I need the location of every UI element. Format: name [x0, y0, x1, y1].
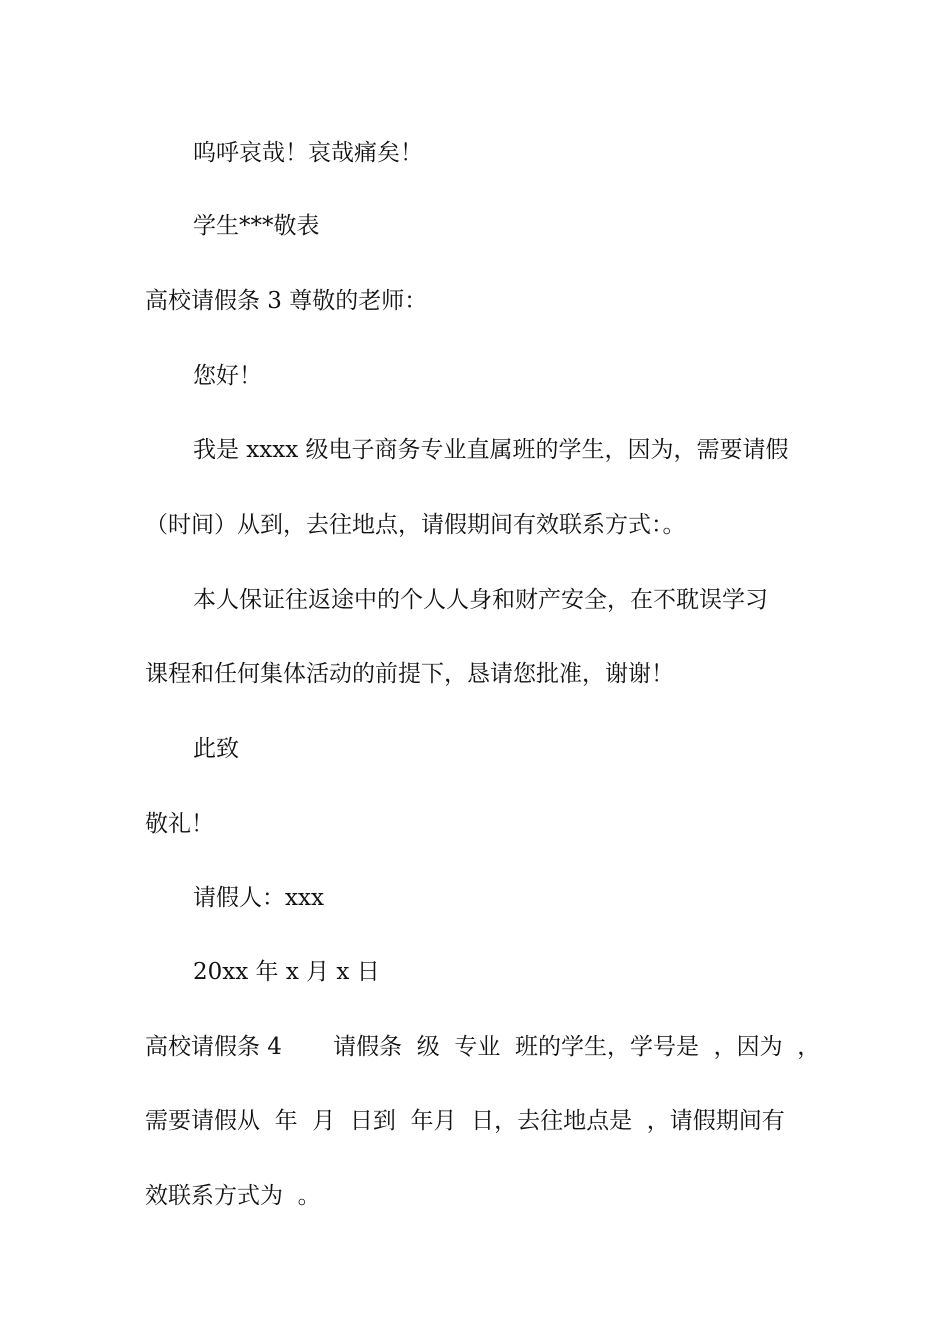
paragraph-greeting: 您好！ — [193, 363, 262, 389]
paragraph-signature: 学生***敬表 — [193, 213, 320, 239]
paragraph-body-2-line-1: 本人保证往返途中的个人人身和财产安全，在不耽误学习 — [193, 587, 768, 613]
paragraph-closing: 此致 — [193, 736, 239, 762]
paragraph-date: 20xx 年 x 月 x 日 — [193, 959, 380, 985]
paragraph-salute: 敬礼！ — [145, 811, 214, 837]
paragraph-applicant: 请假人：xxx — [193, 885, 324, 911]
paragraph-lament: 呜呼哀哉！哀哉痛矣！ — [193, 140, 423, 166]
paragraph-body-2-line-2: 课程和任何集体活动的前提下，恳请您批准，谢谢！ — [145, 661, 674, 687]
paragraph-body-1-line-1: 我是 xxxx 级电子商务专业直属班的学生，因为，需要请假 — [193, 437, 789, 463]
paragraph-body-3-line-1: 需要请假从 年 月 日到 年月 日，去往地点是 ，请假期间有 — [145, 1108, 785, 1134]
heading-leave-note-3: 高校请假条 3 尊敬的老师： — [145, 288, 428, 314]
paragraph-body-3-line-2: 效联系方式为 。 — [145, 1183, 321, 1209]
paragraph-body-1-line-2: （时间）从到，去往地点，请假期间有效联系方式：。 — [145, 512, 686, 538]
heading-leave-note-4: 高校请假条 4 请假条 级 专业 班的学生，学号是 ，因为 ， — [145, 1034, 821, 1060]
